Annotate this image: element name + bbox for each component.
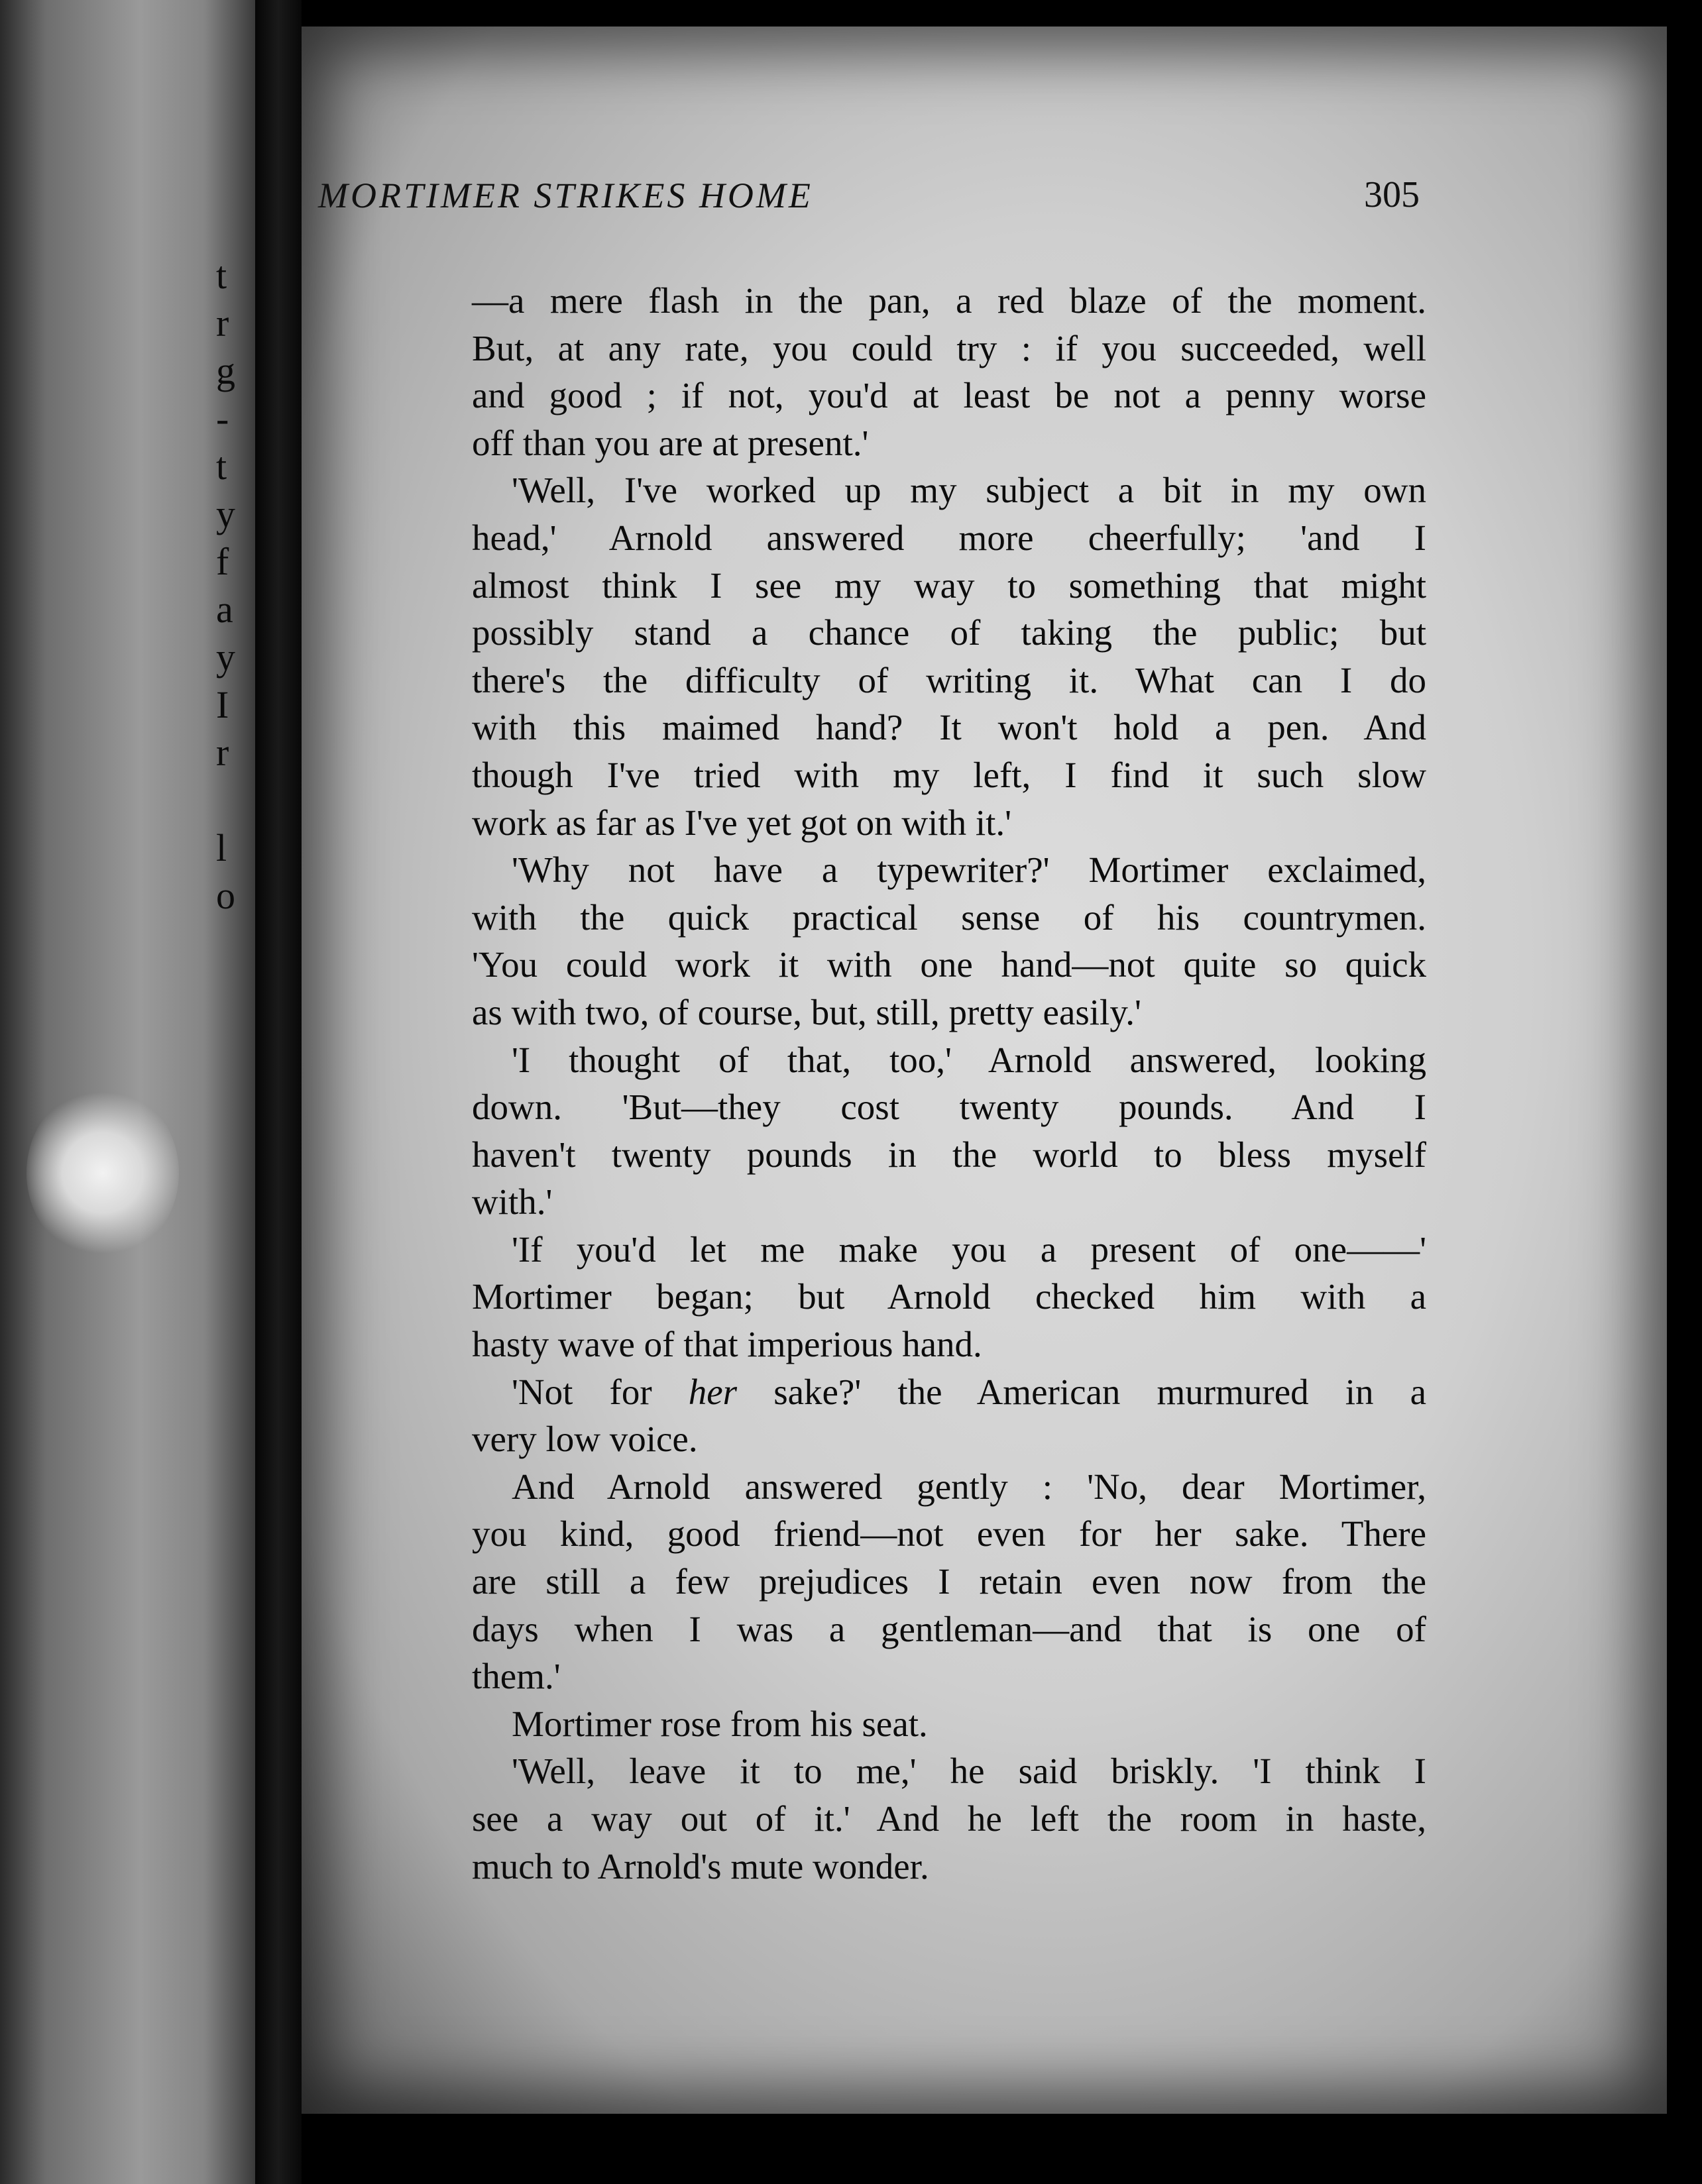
page-header: [318, 162, 1418, 221]
margin-letter: a: [216, 588, 233, 631]
margin-letter: l: [216, 826, 227, 869]
text-line: Mortimer rose from his seat.: [512, 1703, 928, 1744]
text-line: down. 'But—they cost twenty pounds. And I: [472, 1087, 1426, 1128]
page-body-text: [472, 277, 1426, 1890]
text-line: 'Well, I've worked up my subject a bit in my own: [512, 470, 1426, 511]
previous-page-edge: [0, 0, 255, 2184]
text-line: work as far as I've yet got on with it.': [472, 802, 1012, 843]
text-line: with.': [472, 1181, 553, 1223]
running-title: MORTIMER STRIKES HOME: [318, 176, 813, 215]
margin-letter: g: [216, 349, 235, 392]
text-line: almost think I see my way to something that might: [472, 565, 1426, 606]
text-line: 'Why not have a typewriter?' Mortimer exclaimed,: [512, 849, 1426, 891]
text-segment: 'Not for: [512, 1371, 652, 1412]
italic-word: her: [688, 1371, 738, 1412]
previous-page-margin-letters: [216, 252, 249, 920]
text-line: though I've tried with my left, I find it such slow: [472, 754, 1426, 795]
text-line: 'If you'd let me make you a present of one——': [512, 1228, 1426, 1270]
text-line: there's the difficulty of writing it. What can I do: [472, 659, 1426, 700]
text-line: [472, 1368, 1426, 1416]
text-line: Mortimer began; but Arnold checked him with a: [472, 1276, 1426, 1317]
margin-letter: y: [216, 492, 235, 535]
text-line: —a mere flash in the pan, a red blaze of the moment.: [472, 280, 1426, 321]
text-line: 'I thought of that, too,' Arnold answered, looking: [512, 1039, 1426, 1080]
margin-letter: -: [216, 397, 229, 440]
text-line: very low voice.: [472, 1419, 698, 1460]
text-line: head,' Arnold answered more cheerfully; 'and I: [472, 517, 1426, 558]
text-segment: sake?' the American murmured in a: [773, 1371, 1427, 1412]
book-spine: [255, 0, 302, 2184]
margin-letter: I: [216, 683, 229, 726]
text-line: and good ; if not, you'd at least be not a penny worse: [472, 375, 1426, 416]
text-line: off than you are at present.': [472, 422, 869, 463]
margin-letter: y: [216, 635, 235, 679]
text-line: as with two, of course, but, still, pretty easily.': [472, 991, 1141, 1032]
margin-letter: t: [216, 254, 227, 297]
text-line: days when I was a gentleman—and that is one of: [472, 1608, 1426, 1649]
text-line: And Arnold answered gently : 'No, dear Mortimer,: [512, 1466, 1426, 1507]
page-number: 305: [1364, 174, 1420, 215]
text-line: possibly stand a chance of taking the public; but: [472, 612, 1426, 653]
text-line: 'Well, leave it to me,' he said briskly. 'I think I: [512, 1751, 1426, 1792]
paper-stain: [27, 1087, 179, 1259]
margin-letter: t: [216, 445, 227, 488]
text-line: with the quick practical sense of his countrymen.: [472, 897, 1426, 938]
text-line: much to Arnold's mute wonder.: [472, 1845, 929, 1886]
text-line: are still a few prejudices I retain even now from the: [472, 1561, 1426, 1602]
text-line: them.': [472, 1656, 561, 1697]
margin-letter: [216, 777, 249, 824]
text-line: 'You could work it with one hand—not quite so quick: [472, 944, 1426, 985]
text-line: with this maimed hand? It won't hold a pen. And: [472, 707, 1426, 748]
text-line: hasty wave of that imperious hand.: [472, 1324, 982, 1365]
text-line: you kind, good friend—not even for her sake. There: [472, 1513, 1426, 1555]
text-line: haven't twenty pounds in the world to bless myself: [472, 1134, 1426, 1175]
margin-letter: r: [216, 731, 229, 774]
margin-letter: o: [216, 874, 235, 917]
text-line: But, at any rate, you could try : if you succeeded, well: [472, 327, 1426, 368]
text-line: see a way out of it.' And he left the room in haste,: [472, 1798, 1426, 1839]
margin-letter: f: [216, 540, 229, 583]
margin-letter: r: [216, 301, 229, 345]
